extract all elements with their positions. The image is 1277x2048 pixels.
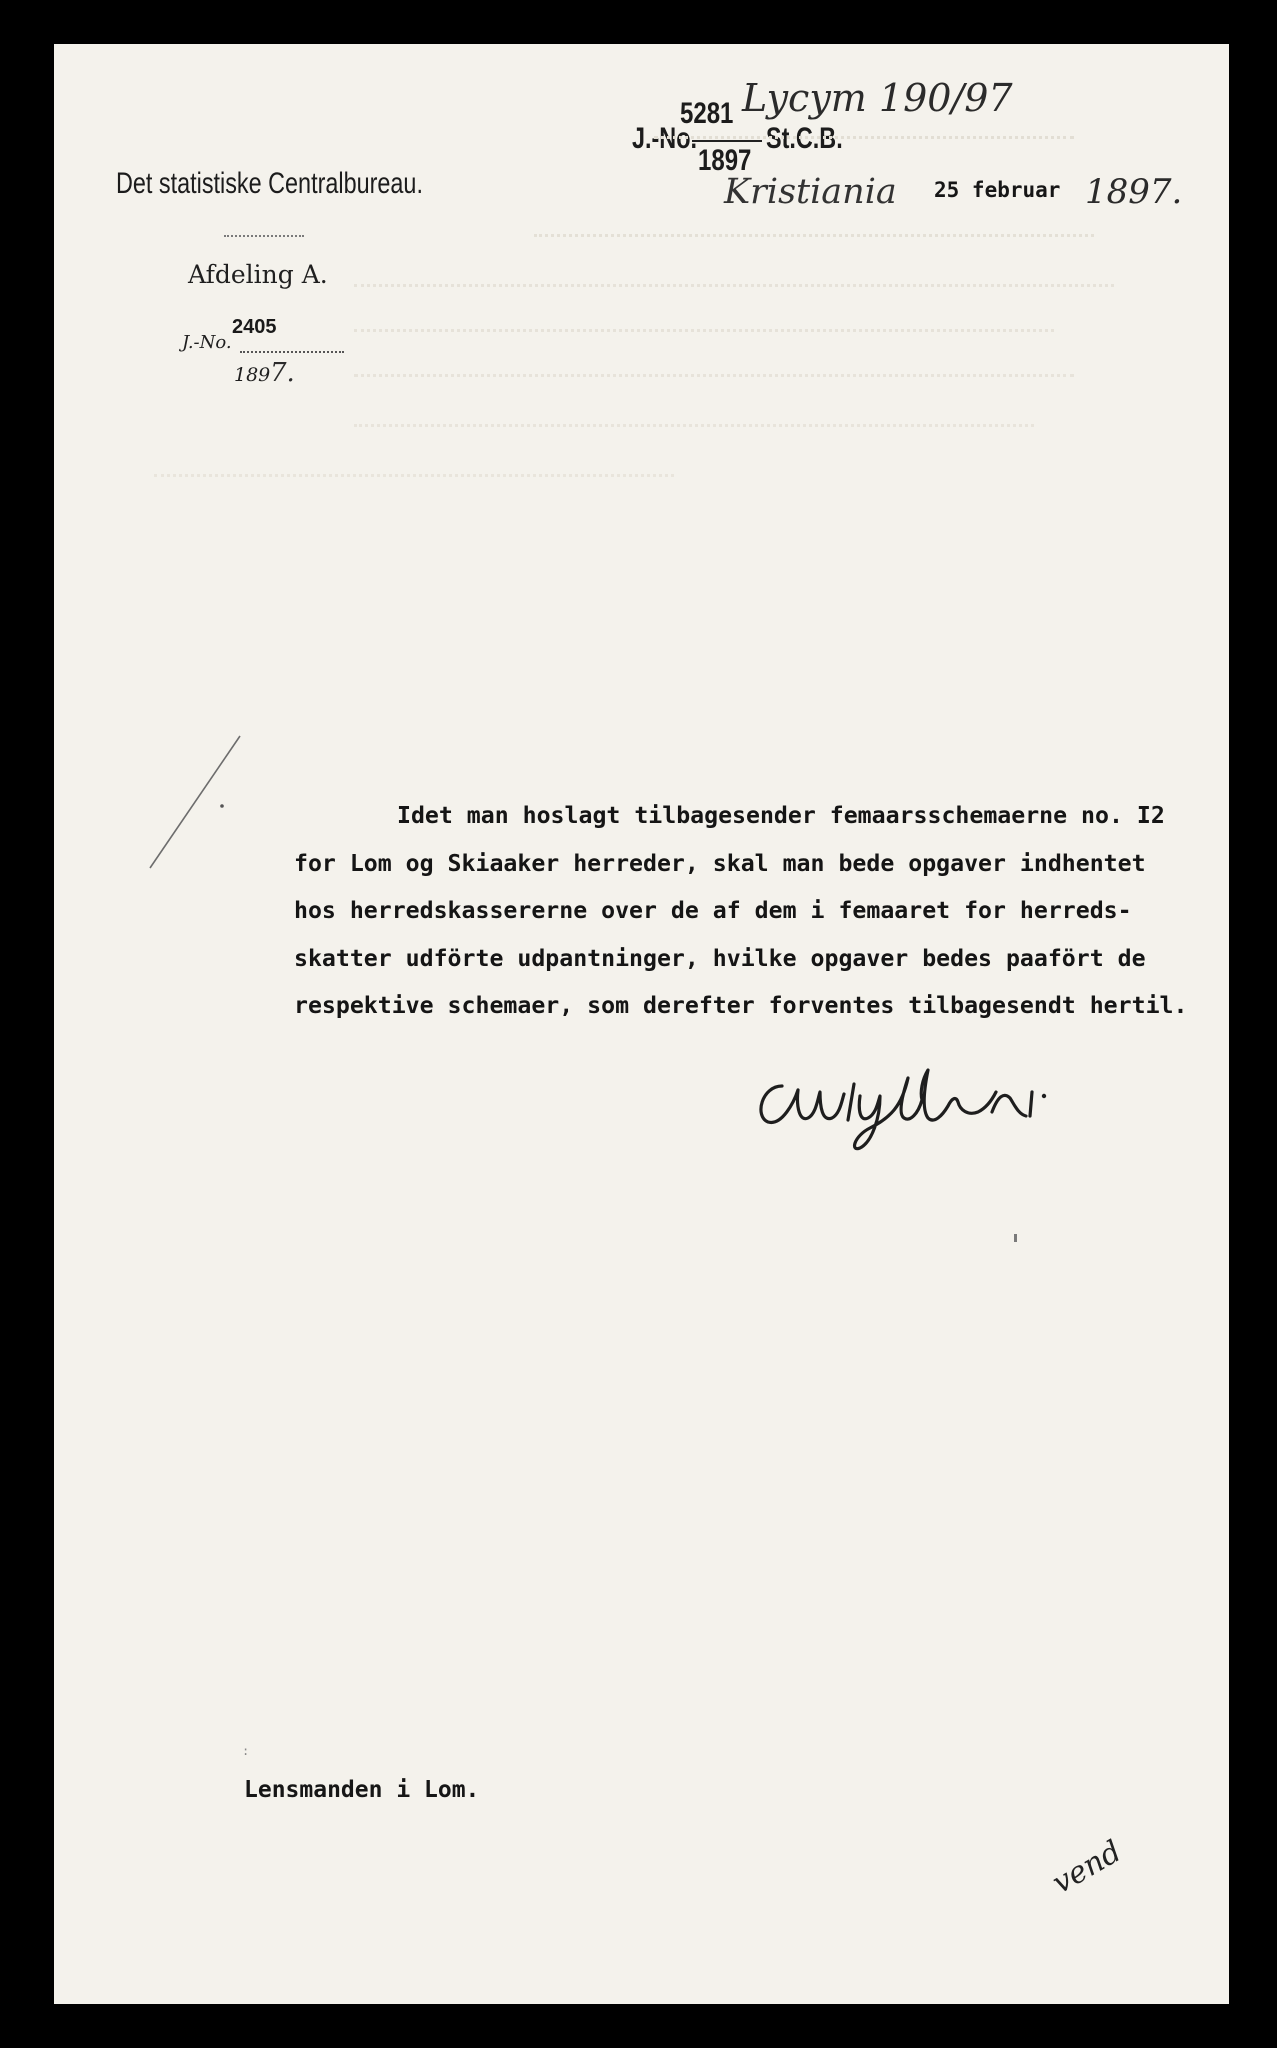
bleedthrough-line-7 [154,474,674,477]
stamp-handwritten-note: Lycym 190/97 [742,76,1013,120]
stamp-code: St.C.B. [766,122,843,155]
office-name: Det statistiske Centralbureau. [116,167,423,200]
bleedthrough-line-5 [354,374,1074,377]
stray-mark [1014,1234,1017,1242]
dateline-year: 1897. [1085,172,1183,212]
letter-body [294,792,1214,1030]
dateline-place: Kristiania [724,172,897,212]
corner-note: vend [1046,1834,1128,1901]
body-line: for Lom og Skiaaker herreder, skal man bede opgaver indhentet [294,849,1146,877]
stamp-jno-label: J.-No. [632,122,698,155]
recipient: Lensmanden i Lom. [244,1777,480,1803]
journal-number-value: 2405 [232,316,277,338]
journal-number-dots [240,351,344,353]
year-handwritten: 7. [270,358,295,388]
signature [742,1056,1122,1156]
year-prefix: 189 [234,364,271,386]
stamp-number: 5281 [680,97,734,130]
recipient-colon-mark: : [242,1744,250,1758]
bleedthrough-line-4 [354,329,1054,332]
margin-pencil-mark [144,734,244,874]
body-line: Idet man hoslagt tilbagesender femaarsschemaerne no. I2 [397,802,1165,829]
journal-number-label: J.-No. [182,332,232,353]
heading-divider [224,235,304,237]
stamp-year: 1897 [698,144,752,177]
body-line: skatter udförte udpantninger, hvilke opgaver bedes paafört de [294,944,1146,972]
dateline-date: 25 februar [934,178,1061,202]
bleedthrough-line-1 [654,136,1074,139]
stamp-rule [692,140,762,142]
department-label: Afdeling A. [188,260,328,289]
bleedthrough-line-6 [354,424,1034,427]
bleedthrough-line-3 [354,284,1114,287]
document-page [54,44,1229,2004]
body-line: respektive schemaer, som derefter forventes tilbagesendt hertil. [294,992,1188,1019]
bleedthrough-line-2 [534,234,1094,237]
body-line: hos herredskassererne over de af dem i femaaret for herreds- [294,897,1132,924]
